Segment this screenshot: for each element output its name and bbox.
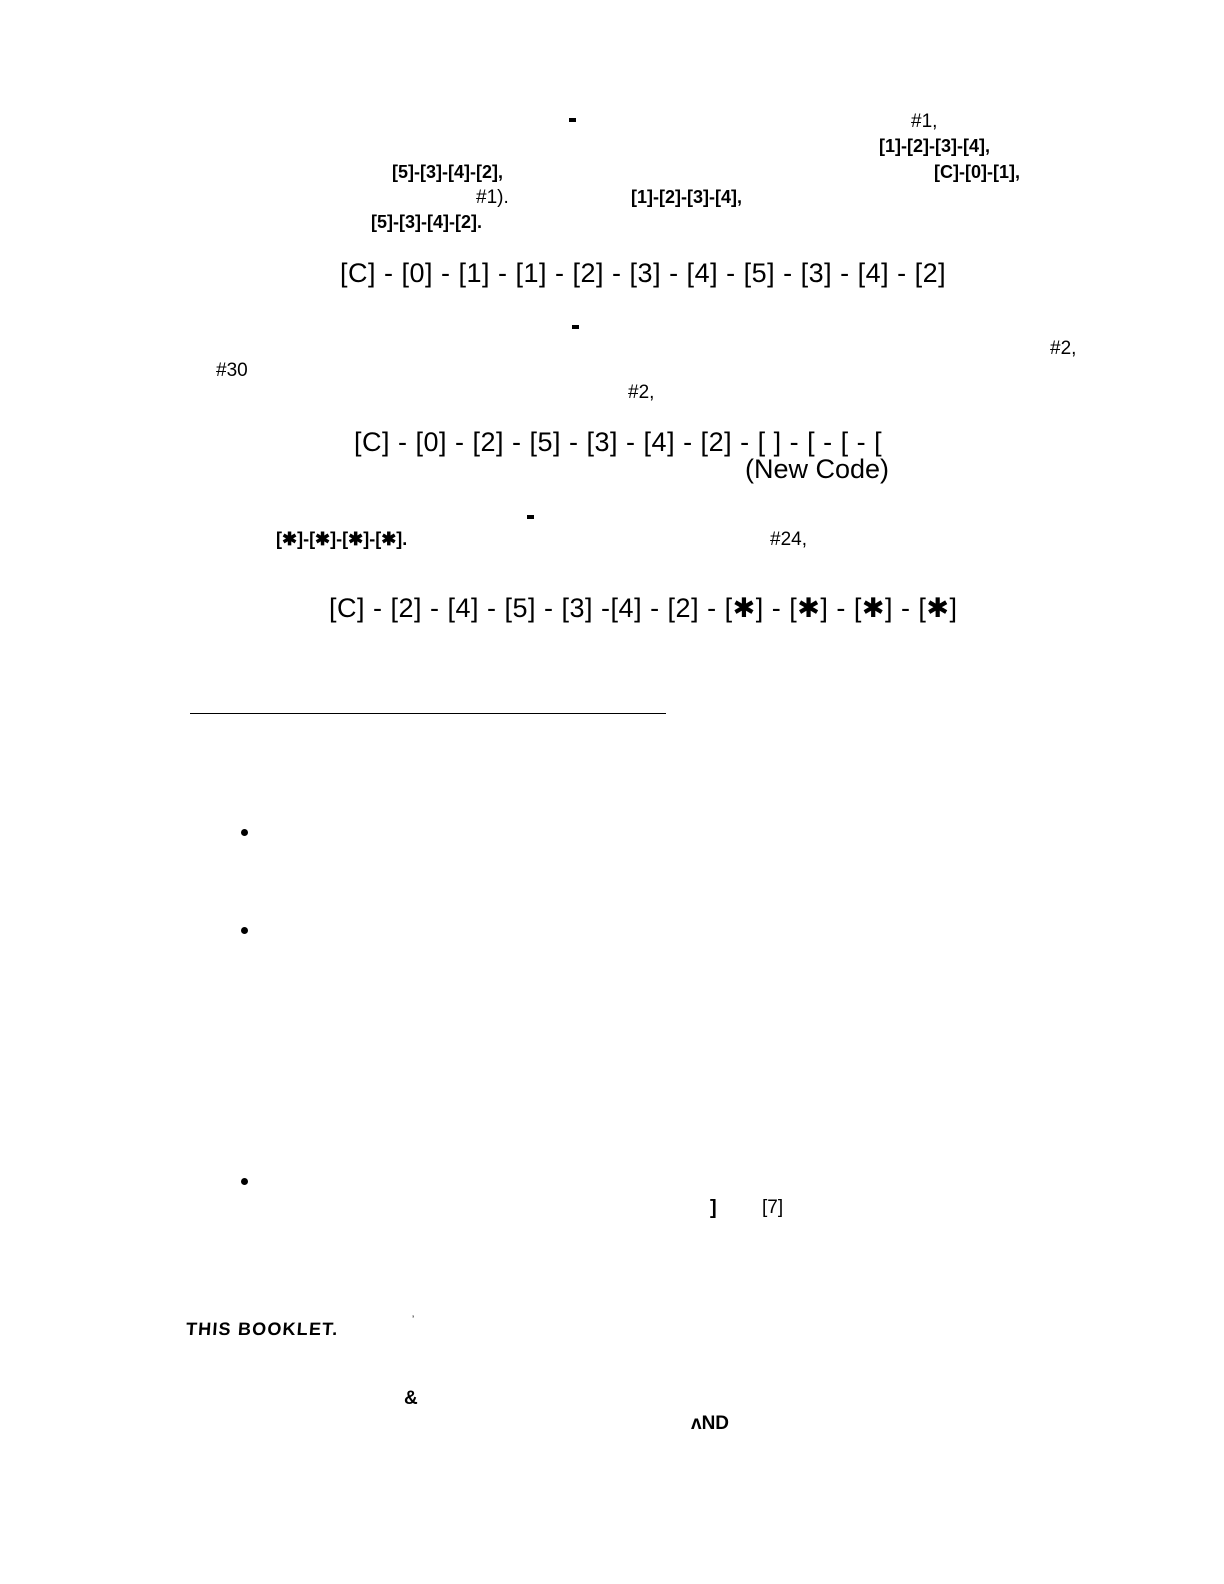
- list-bullet: [241, 829, 248, 836]
- dash-mark: [569, 118, 576, 122]
- section-divider: [190, 713, 666, 714]
- new-code-label: (New Code): [745, 454, 890, 484]
- reference-number: #1,: [911, 111, 938, 132]
- and-word: ʌND: [691, 1413, 730, 1434]
- code-example: [C] - [2] - [4] - [5] - [3] -[4] - [2] - [✱] - [✱] - [✱] - [✱]: [329, 593, 958, 623]
- reference-number: #24,: [770, 529, 807, 550]
- button-sequence: [C]-[0]-[1],: [934, 162, 1020, 182]
- dash-mark: [572, 325, 579, 329]
- button-sequence: [1]-[2]-[3]-[4],: [631, 187, 742, 207]
- button-sequence: [5]-[3]-[4]-[2],: [392, 162, 503, 182]
- stray-mark: ʼ: [412, 1315, 415, 1326]
- reference-number: #1).: [476, 187, 509, 208]
- dash-mark: [527, 515, 534, 519]
- list-bullet: [241, 927, 248, 934]
- booklet-heading: THIS BOOKLET.: [185, 1319, 340, 1339]
- bracket-fragment: ]: [710, 1197, 717, 1219]
- code-example: [C] - [0] - [1] - [1] - [2] - [3] - [4] - [5] - [3] - [4] - [2]: [340, 258, 947, 288]
- button-sequence: [✱]-[✱]-[✱]-[✱].: [276, 529, 408, 549]
- code-example: [C] - [0] - [2] - [5] - [3] - [4] - [2] - [ ] - [ - [ - [: [354, 427, 883, 457]
- reference-number: #2,: [628, 382, 655, 403]
- button-fragment: [7]: [762, 1197, 784, 1218]
- button-sequence: [5]-[3]-[4]-[2].: [371, 212, 482, 232]
- reference-number: #2,: [1050, 338, 1077, 359]
- reference-number: #30: [216, 360, 248, 381]
- list-bullet: [241, 1178, 248, 1185]
- button-sequence: [1]-[2]-[3]-[4],: [879, 136, 990, 156]
- ampersand: &: [404, 1388, 418, 1409]
